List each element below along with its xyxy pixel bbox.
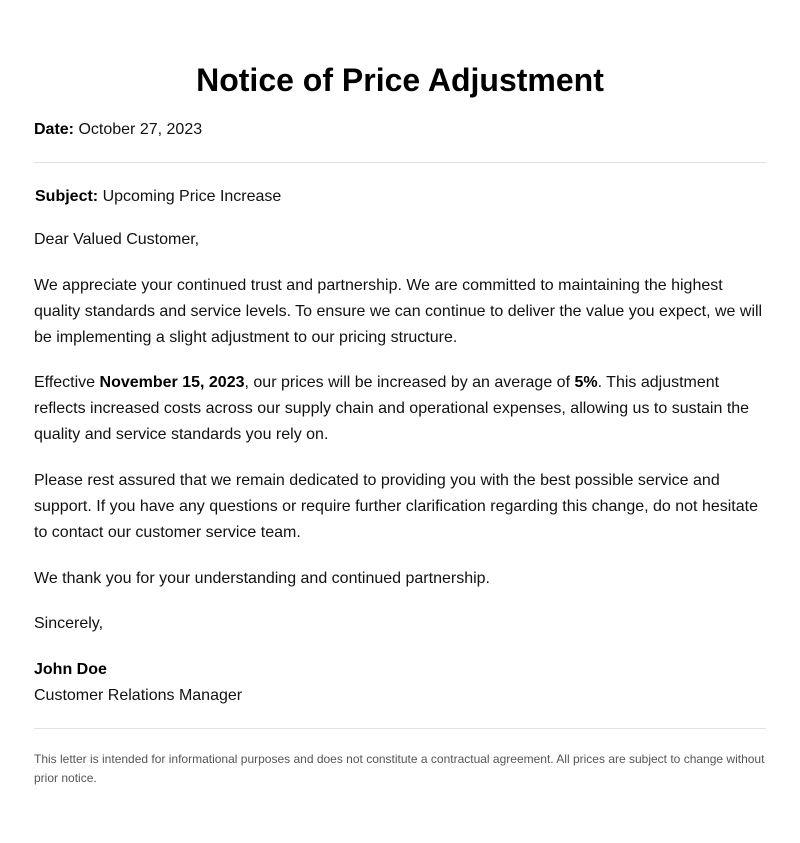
- effective-date: November 15, 2023: [99, 374, 245, 391]
- salutation: Dear Valued Customer,: [34, 231, 200, 248]
- signature-title: Customer Relations Manager: [34, 687, 243, 704]
- date-value: October 27, 2023: [78, 121, 203, 138]
- paragraph-thanks: We thank you for your understanding and continued partnership.: [34, 570, 490, 587]
- date-label: Date:: [34, 121, 75, 138]
- paragraph-price-change: [34, 370, 766, 448]
- paragraph-intro: We appreciate your continued trust and partnership. We are committed to maintaining the highest quality standards and service levels. To ensure we can continue to deliver the value you expect, we will be implementing a slight adjustment to our pricing structure.: [34, 277, 763, 346]
- paragraph2-suffix: . This adjustment reflects increased costs across our supply chain and operational expenses, allowing us to sustain the quality and service standards you rely on.: [34, 374, 750, 443]
- subject-line: [34, 187, 766, 207]
- subject-value: Upcoming Price Increase: [102, 188, 282, 205]
- paragraph2-prefix: Effective: [34, 374, 100, 391]
- date-line: [34, 120, 766, 140]
- footer-disclaimer: This letter is intended for informational purposes and does not constitute a contractual agreement. All prices are subject to change without prior notice.: [34, 752, 765, 785]
- letter-title: Notice of Price Adjustment: [196, 62, 604, 98]
- paragraph2-middle: , our prices will be increased by an average of: [244, 374, 575, 391]
- closing: Sincerely,: [34, 615, 104, 632]
- subject-label: Subject:: [35, 188, 99, 205]
- paragraph-support: Please rest assured that we remain dedicated to providing you with the best possible service and support. If you have any questions or require further clarification regarding this change, do not hesitate to contact our customer service team.: [34, 472, 758, 541]
- header-divider: [34, 162, 766, 163]
- signature-name: John Doe: [34, 661, 107, 678]
- increase-percent: 5%: [574, 374, 598, 391]
- footer-divider: [34, 728, 766, 729]
